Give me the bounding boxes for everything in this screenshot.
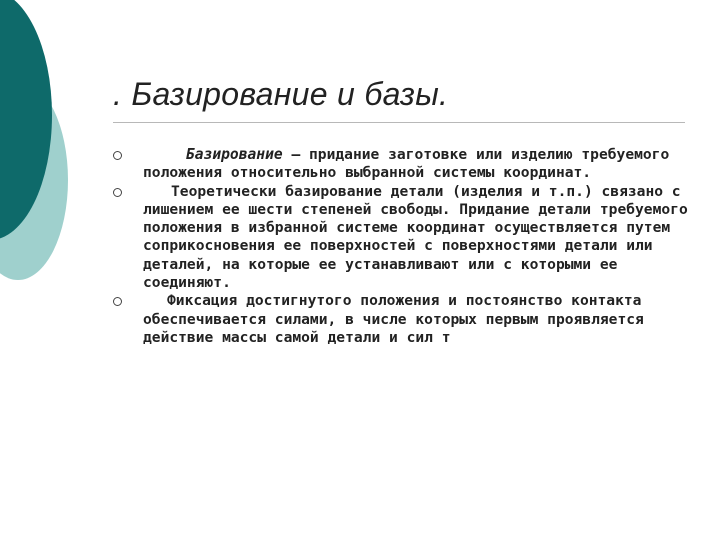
bullet-item <box>113 292 688 347</box>
circle-bullet-icon <box>113 297 122 306</box>
decorative-circles <box>0 0 120 300</box>
bullet-text: Фиксация достигнутого положения и постоянство контакта обеспечивается силами, в числе которых первым проявляется действие массы самой детали и сил т <box>143 292 644 346</box>
term-bazirovanie: Базирование <box>186 146 283 163</box>
bullet-list <box>113 146 688 347</box>
bullet-text: Теоретически базирование детали (изделия и т.п.) связано с лишением ее шести степеней свободы. Придание детали требуемого положения в избранной системе координат осуществляется путем соприкосновения ее поверхностей с поверхностями детали или деталей, на которые ее устанавливают или с которыми ее соединяют. <box>143 182 688 292</box>
circle-bullet-icon <box>113 151 122 160</box>
title-divider <box>113 122 685 123</box>
bullet-item <box>113 146 688 183</box>
circle-bullet-icon <box>113 188 122 197</box>
bullet-text: – придание заготовке или изделию требуемого положения относительно выбранной системы координат. <box>143 146 670 182</box>
bullet-item <box>113 183 688 293</box>
slide-title: . Базирование и базы. <box>113 76 449 112</box>
